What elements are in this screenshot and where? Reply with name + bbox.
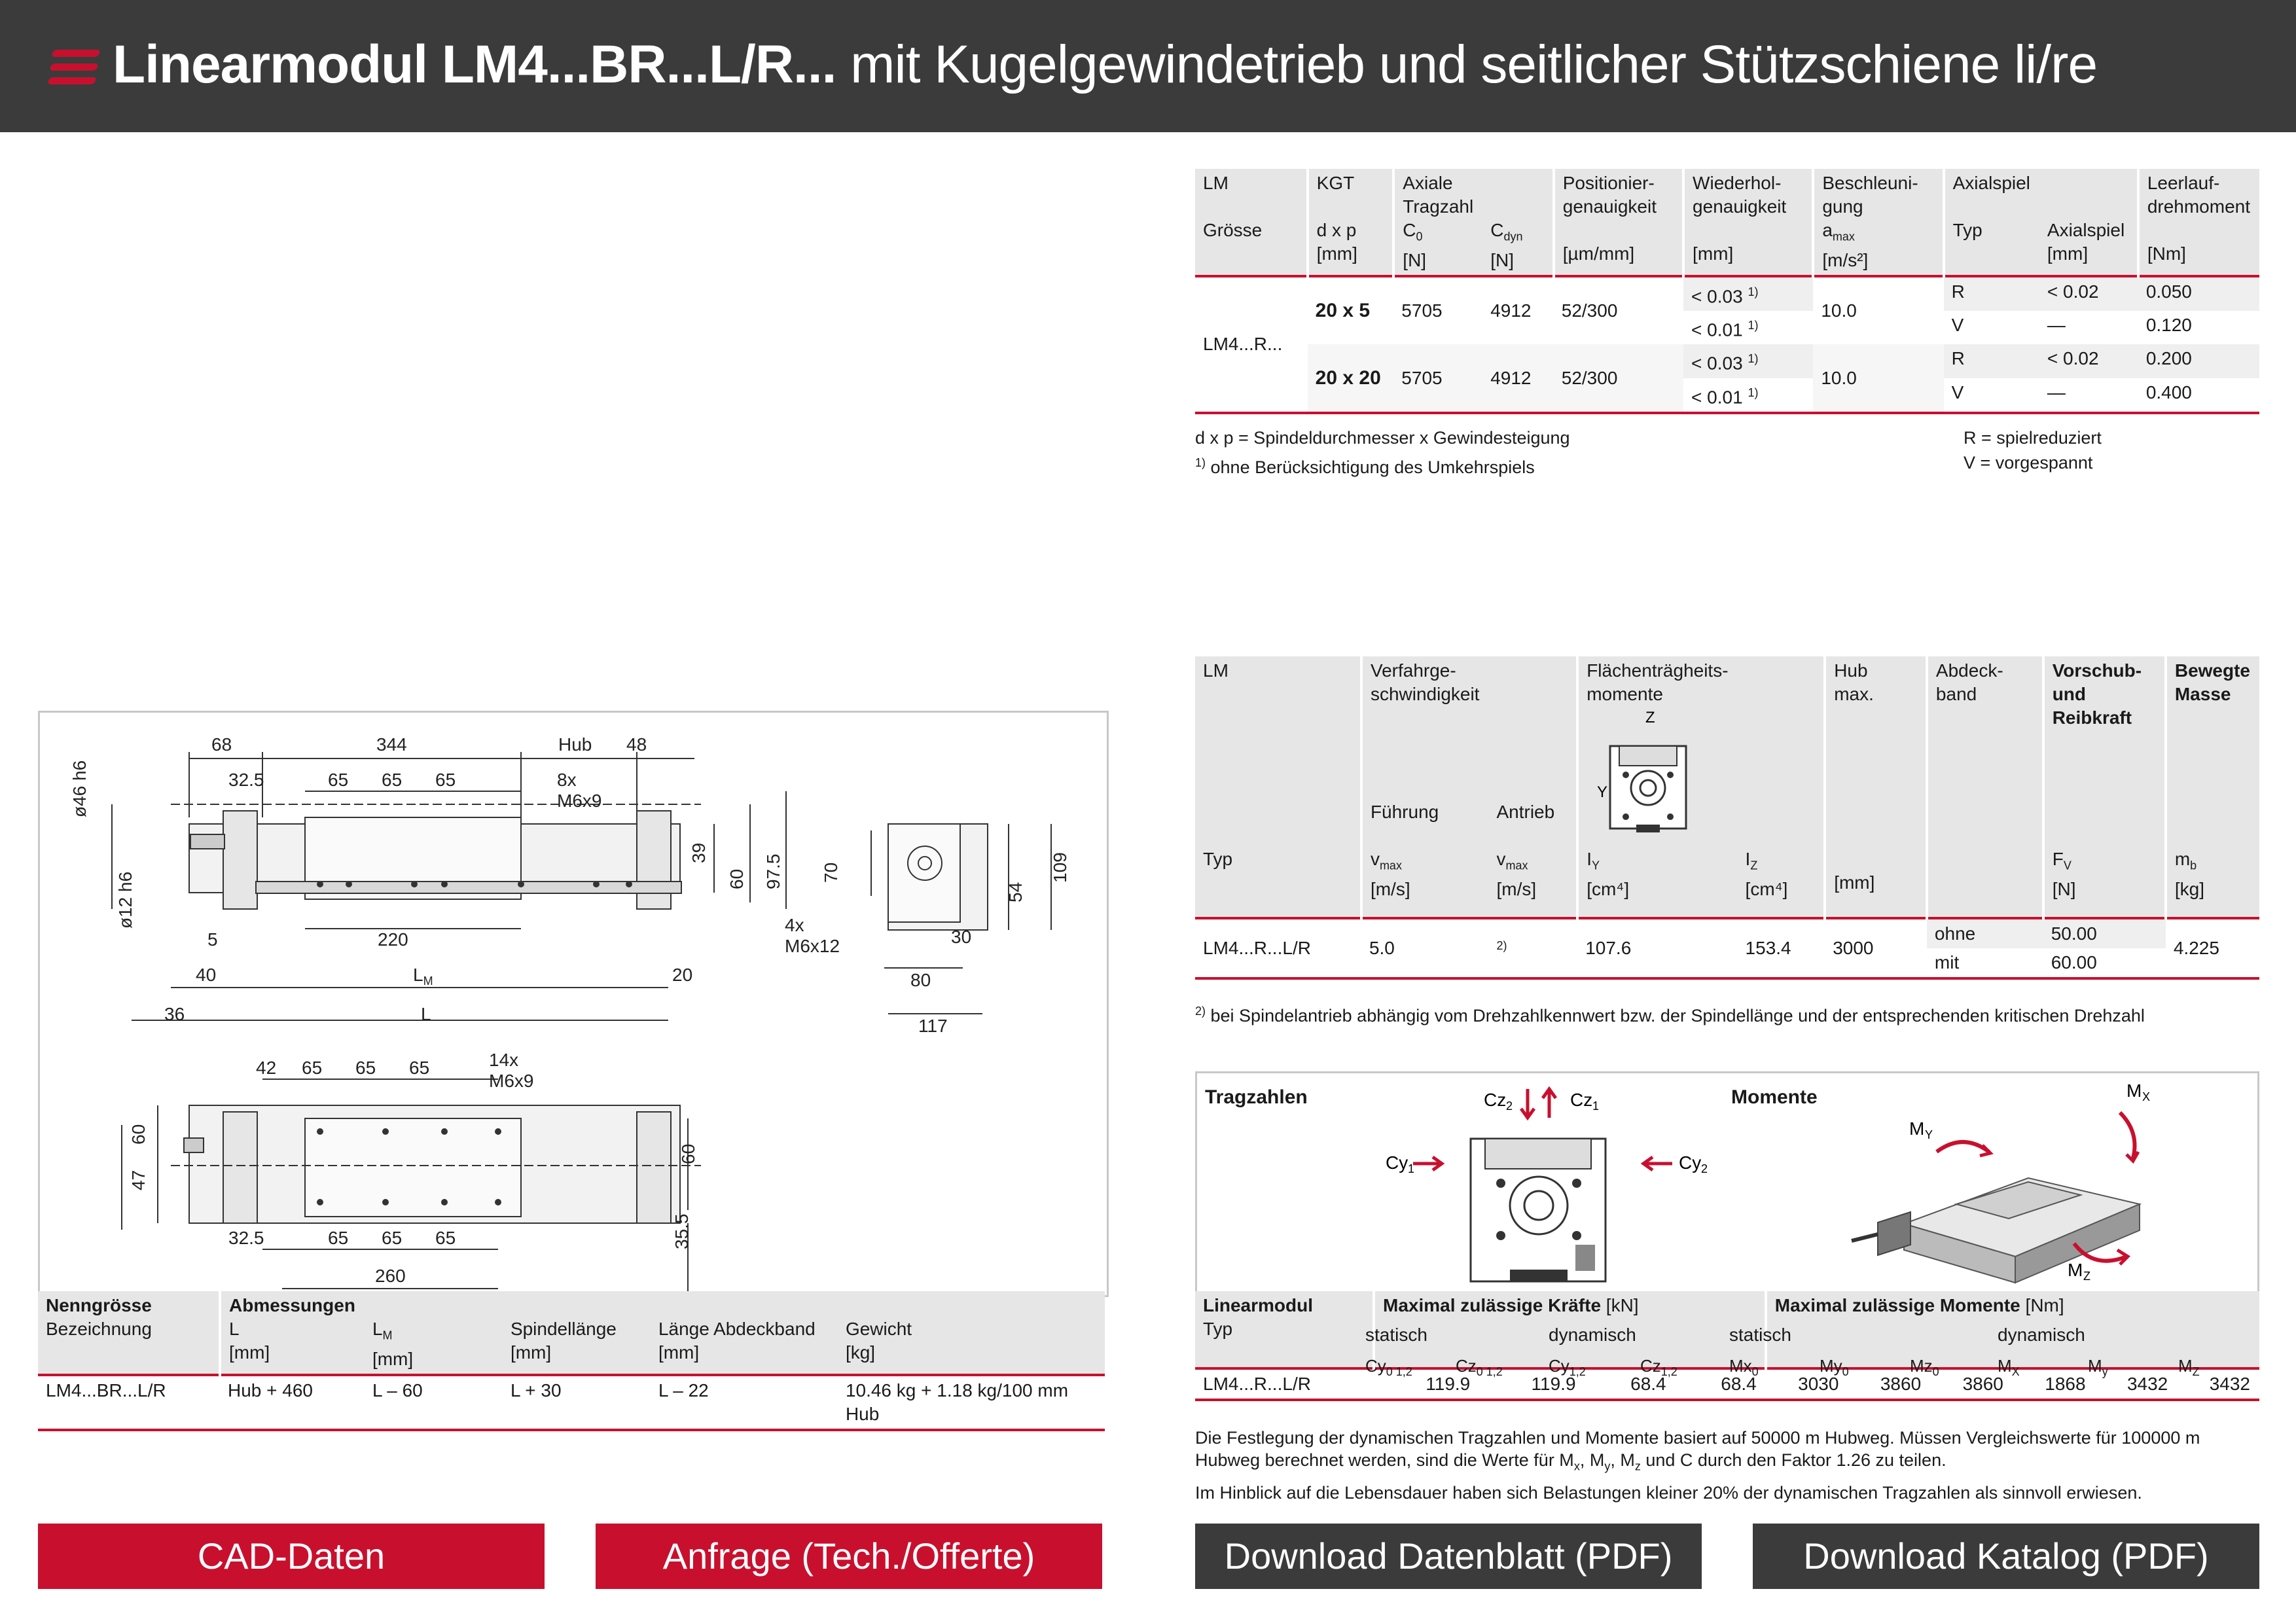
- svg-text:65: 65: [435, 1228, 456, 1248]
- technical-drawing: [38, 711, 1109, 1297]
- svg-text:M: M: [1909, 1118, 1925, 1139]
- th-beschleunigung: Beschleuni- gung $a_{max}$ [m/s²]: [1813, 169, 1943, 276]
- svg-text:65: 65: [355, 1058, 376, 1078]
- svg-text:35.5: 35.5: [672, 1213, 692, 1249]
- v4-cell: 68.4: [1721, 1374, 1757, 1394]
- max-loads-table: [1195, 1291, 2259, 1401]
- table1-note-dxp: d x p = Spindeldurchmesser x Gewindesteigung: [1195, 428, 1570, 448]
- svg-text:Cz: Cz: [1570, 1090, 1593, 1110]
- svg-text:M: M: [2126, 1080, 2142, 1101]
- table1-note-umkehr: $^{1)}$ ohne Berücksichtigung des Umkehrspiels: [1195, 456, 1535, 477]
- leer-cell: 0.400: [2145, 382, 2192, 402]
- table3-note3: Im Hinblick auf die Lebensdauer haben sich Belastungen kleiner 20% der dynamischen Tragzahlen als sinnvoll erwiesen.: [1195, 1483, 2142, 1503]
- th3-momente: Maximal zulässige Momente [Nm]: [1774, 1295, 2064, 1315]
- svg-text:X: X: [2142, 1090, 2151, 1103]
- svg-text:65: 65: [382, 770, 403, 790]
- svg-text:65: 65: [435, 770, 456, 790]
- svg-text:Z: Z: [1645, 709, 1655, 726]
- thd-spindel: Spindellänge [mm]: [510, 1319, 617, 1363]
- th-axiale-c0: Axiale Tragzahl $C_0$ [N]: [1403, 173, 1474, 270]
- download-datasheet-button[interactable]: Download Datenblatt (PDF): [1195, 1524, 1702, 1589]
- svg-text:65: 65: [328, 1228, 349, 1248]
- svg-text:2: 2: [1506, 1099, 1513, 1113]
- svg-text:344: 344: [376, 734, 407, 755]
- v1-cell: 119.9: [1426, 1374, 1471, 1394]
- svg-text:117: 117: [918, 1016, 948, 1036]
- th-axiale-cdyn: $C_{dyn}$ [N]: [1482, 169, 1554, 276]
- svg-text:M6x12: M6x12: [785, 936, 840, 956]
- fv-ohne-cell: 50.00: [2043, 919, 2166, 948]
- svg-text:260: 260: [375, 1266, 406, 1286]
- kgt-cell: 20 x 5: [1315, 299, 1371, 321]
- svg-text:LM: $L_M$: [413, 965, 433, 988]
- table-row: [1195, 344, 2259, 378]
- svg-text:1: 1: [1408, 1162, 1415, 1175]
- svg-text:42: 42: [256, 1058, 277, 1078]
- svg-text:M: M: [2068, 1260, 2083, 1280]
- svg-text:60: 60: [726, 868, 747, 889]
- antrieb-cell: 2): [1496, 939, 1507, 953]
- svg-text:Cy: Cy: [1679, 1152, 1702, 1173]
- abdeck-cell: L – 22: [658, 1380, 709, 1400]
- svg-text:1: 1: [1592, 1099, 1600, 1113]
- spiel-cell: —: [2047, 314, 2066, 335]
- l-cell: Hub + 460: [228, 1380, 313, 1400]
- momente-label: Momente: [1731, 1086, 1818, 1108]
- masse-cell: 4.225: [2173, 938, 2219, 958]
- c0-cell: 5705: [1393, 344, 1482, 413]
- svg-text:47: 47: [128, 1169, 149, 1190]
- dimension-drawing: [40, 713, 1107, 1295]
- svg-text:70: 70: [821, 862, 841, 883]
- fuehrung-cell: 5.0: [1369, 938, 1395, 958]
- svg-text:Hub: Hub: [558, 734, 592, 755]
- leer-cell: 0.120: [2145, 314, 2192, 335]
- svg-text:M6x9: M6x9: [489, 1071, 534, 1091]
- table-row: [1195, 277, 2259, 311]
- svg-text:68: 68: [211, 734, 232, 755]
- v7-cell: 3860: [1962, 1374, 2003, 1394]
- spiel-cell: < 0.02: [2039, 344, 2138, 378]
- table3-note2: Hubweg berechnet werden, sind die Werte für $M_x$, $M_y$, $M_z$ und C durch den Faktor 1.26 zu teilen.: [1195, 1450, 1946, 1473]
- thd-l: Abmessungen L [mm]: [229, 1295, 355, 1363]
- iz-cell: 153.4: [1745, 938, 1791, 958]
- th3-statisch1: statisch: [1365, 1325, 1427, 1345]
- loads-drawing: [1197, 1073, 2257, 1293]
- mit-cell: mit: [1934, 952, 1960, 972]
- svg-text:60: 60: [128, 1124, 149, 1145]
- leer-cell: 0.050: [2138, 277, 2259, 311]
- spiel-cell: < 0.02: [2039, 277, 2138, 311]
- svg-text:48: 48: [626, 734, 647, 755]
- th2-antrieb: Antrieb $v_{max}$ [m/s]: [1488, 656, 1577, 918]
- v8-cell: 1868: [2045, 1374, 2086, 1394]
- fv-mit-cell: 60.00: [2051, 952, 2097, 972]
- model-cell: LM4...R...: [1203, 334, 1283, 355]
- typ-cell: V: [1951, 382, 1964, 402]
- leer-cell: 0.200: [2138, 344, 2259, 378]
- loads-diagram: [1195, 1071, 2259, 1295]
- svg-text:Cz: Cz: [1484, 1090, 1507, 1110]
- svg-text:Y: Y: [1925, 1128, 1933, 1141]
- wied-cell: < 0.01 $^{1)}$: [1691, 385, 1759, 407]
- svg-text:20: 20: [672, 965, 693, 985]
- table-row: [38, 1376, 1105, 1430]
- th2-iz: $I_Z$ [cm⁴]: [1738, 656, 1825, 918]
- c0-cell: 5705: [1401, 300, 1443, 321]
- th3-dynamisch1: dynamisch: [1549, 1325, 1636, 1345]
- svg-text:Y: Y: [1597, 783, 1608, 801]
- wied-cell: < 0.03 $^{1)}$: [1683, 344, 1813, 378]
- iy-cell: 107.6: [1585, 938, 1632, 958]
- speed-inertia-table: [1195, 656, 2259, 980]
- v10-cell: 3432: [2209, 1374, 2250, 1394]
- cdyn-cell: 4912: [1490, 300, 1532, 321]
- table2-note: $^{2)}$ bei Spindelantrieb abhängig vom Drehzahlkennwert bzw. der Spindellänge und der entsprechenden kritischen Drehzahl: [1195, 1005, 2145, 1026]
- th3-kraefte: Maximal zulässige Kräfte [kN]: [1374, 1291, 1766, 1368]
- kgt-spec-table: [1195, 169, 2259, 414]
- svg-text:ø46 h6: ø46 h6: [69, 760, 90, 817]
- cad-data-button[interactable]: CAD-Daten: [38, 1524, 545, 1589]
- v5-cell: 3030: [1798, 1374, 1839, 1394]
- download-catalog-button[interactable]: Download Katalog (PDF): [1753, 1524, 2259, 1589]
- ohne-cell: ohne: [1927, 919, 2043, 948]
- th2-vorschub: Vorschub- und Reibkraft $F_V$ [N]: [2043, 656, 2166, 918]
- svg-text:14x: 14x: [489, 1050, 519, 1070]
- th-lm: LM Grösse: [1195, 169, 1308, 276]
- svg-text:32.5: 32.5: [228, 770, 264, 790]
- svg-text:65: 65: [302, 1058, 323, 1078]
- svg-text:30: 30: [951, 927, 972, 947]
- th3-linearmodul: Linearmodul Typ: [1195, 1291, 1374, 1368]
- typ-cell: R: [1944, 344, 2039, 378]
- typ-cell: LM4...R...L/R: [1203, 938, 1311, 958]
- lm-cell: L – 60: [372, 1380, 423, 1400]
- tragzahlen-label: Tragzahlen: [1205, 1086, 1308, 1108]
- thd-gewicht: Gewicht [kg]: [845, 1319, 912, 1363]
- wied-cell: < 0.01 $^{1)}$: [1691, 318, 1759, 340]
- v2-cell: 119.9: [1531, 1374, 1576, 1394]
- dimensions-table: [38, 1291, 1105, 1431]
- v3-cell: 68.4: [1630, 1374, 1666, 1394]
- cdyn-cell: 4912: [1482, 344, 1554, 413]
- thd-nenn: Nenngrösse Bezeichnung: [38, 1291, 220, 1375]
- svg-text:8x: 8x: [557, 770, 577, 790]
- svg-text:40: 40: [196, 965, 217, 985]
- table1-note-v: V = vorgespannt: [1964, 453, 2093, 473]
- table1-note-r: R = spielreduziert: [1964, 428, 2102, 448]
- besch-cell: 10.0: [1813, 344, 1943, 413]
- pos-cell: 52/300: [1554, 344, 1683, 413]
- pos-cell: 52/300: [1561, 300, 1618, 321]
- th2-iy: Flächenträgheits- momente $I_Y$ [cm⁴]: [1587, 660, 1729, 899]
- th-leerlauf: Leerlauf- drehmoment [Nm]: [2147, 173, 2250, 264]
- page-title: Linearmodul LM4...BR...L/R... mit Kugelgewindetrieb und seitlicher Stützschiene li/re: [113, 35, 2098, 94]
- svg-text:ø12 h6: ø12 h6: [115, 871, 135, 929]
- th2-lm: LM Typ: [1195, 656, 1361, 918]
- svg-text:65: 65: [328, 770, 349, 790]
- typ-cell: LM4...R...L/R: [1203, 1374, 1311, 1394]
- besch-cell: 10.0: [1821, 300, 1857, 321]
- svg-text:L: L: [421, 1004, 431, 1024]
- spiel-cell: —: [2047, 382, 2066, 402]
- svg-text:32.5: 32.5: [228, 1228, 264, 1248]
- gewicht-cell: 10.46 kg + 1.18 kg/100 mm Hub: [845, 1380, 1069, 1424]
- svg-text:54: 54: [1005, 882, 1026, 902]
- svg-text:Cy: Cy: [1386, 1152, 1408, 1173]
- svg-text:M6x9: M6x9: [557, 791, 602, 811]
- th-kgt: KGT d x p [mm]: [1308, 169, 1394, 276]
- hub-cell: 3000: [1833, 938, 1874, 958]
- brand-logo-icon: [48, 50, 98, 85]
- v9-cell: 3432: [2126, 1374, 2168, 1394]
- request-button[interactable]: Anfrage (Tech./Offerte): [596, 1524, 1102, 1589]
- svg-text:4x: 4x: [785, 915, 804, 935]
- svg-text:39: 39: [689, 842, 709, 863]
- table-row: [1195, 919, 2259, 948]
- wied-cell: < 0.03 $^{1)}$: [1683, 277, 1813, 311]
- svg-text:Z: Z: [2083, 1270, 2090, 1283]
- page-header: [0, 0, 2296, 132]
- th-axialspiel-typ: Axialspiel Typ: [1952, 173, 2030, 240]
- thd-lm: $L_M$ [mm]: [372, 1319, 414, 1369]
- svg-text:2: 2: [1701, 1162, 1708, 1175]
- th-wiederhol: Wiederhol- genauigkeit [mm]: [1683, 169, 1813, 276]
- th-positionier: Positionier- genauigkeit [µm/mm]: [1554, 169, 1683, 276]
- cross-section-icon: [1597, 707, 1708, 851]
- th2-fuehrung: Verfahrge- schwindigkeit Führung $v_{max}$ [m/s]: [1370, 660, 1480, 899]
- th2-abdeck: Abdeck- band: [1927, 656, 2043, 918]
- th-axialspiel-mm: Axialspiel [mm]: [2039, 169, 2138, 276]
- svg-text:60: 60: [678, 1143, 698, 1164]
- typ-cell: R: [1944, 277, 2039, 311]
- bez-cell: LM4...BR...L/R: [46, 1380, 166, 1400]
- svg-text:80: 80: [910, 970, 931, 990]
- th3-statisch2: statisch: [1729, 1325, 1791, 1345]
- th3-dynamisch2: dynamisch: [1998, 1325, 2085, 1345]
- table3-note1: Die Festlegung der dynamischen Tragzahlen und Momente basiert auf 50000 m Hubweg. Müssen Vergleichswerte für 100000 m: [1195, 1428, 2200, 1448]
- svg-text:65: 65: [409, 1058, 430, 1078]
- typ-cell: V: [1951, 314, 1964, 335]
- svg-text:36: 36: [164, 1004, 185, 1024]
- spindel-cell: L + 30: [510, 1380, 562, 1400]
- svg-text:5: 5: [207, 929, 218, 950]
- thd-abdeck: Länge Abdeckband [mm]: [658, 1319, 816, 1363]
- svg-text:220: 220: [378, 929, 408, 950]
- svg-text:97.5: 97.5: [763, 853, 783, 889]
- svg-text:109: 109: [1050, 852, 1070, 883]
- th2-masse: Bewegte Masse $m_b$ [kg]: [2174, 660, 2250, 899]
- v6-cell: 3860: [1880, 1374, 1922, 1394]
- svg-text:65: 65: [382, 1228, 403, 1248]
- kgt-cell: 20 x 20: [1308, 344, 1394, 413]
- th2-hub: Hub max. [mm]: [1825, 656, 1927, 918]
